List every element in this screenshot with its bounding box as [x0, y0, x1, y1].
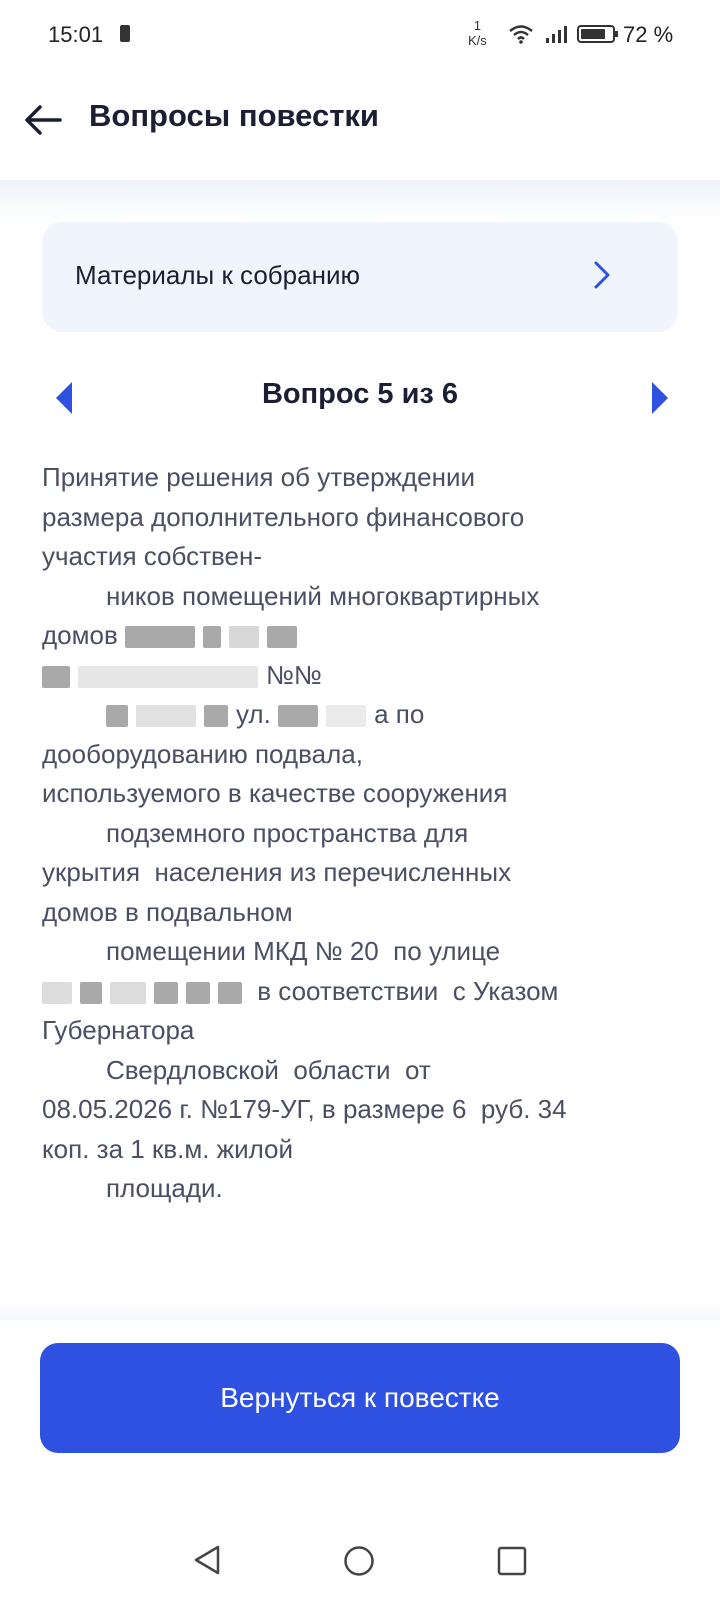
app-header: [0, 70, 720, 180]
redaction-block: [218, 982, 242, 1004]
question-line: подземного пространства для: [106, 817, 469, 848]
redaction-block: [80, 982, 102, 1004]
question-navigation: [0, 370, 720, 430]
question-line: участия собствен-: [42, 541, 262, 571]
redaction-block: [42, 982, 72, 1004]
redaction-block: [326, 705, 366, 727]
return-to-agenda-button[interactable]: Вернуться к повестке: [40, 1343, 680, 1453]
next-question-icon[interactable]: [648, 380, 672, 416]
wifi-icon: [508, 24, 534, 44]
question-line-redacted: [42, 616, 682, 656]
question-line: домов в подвальном: [42, 896, 293, 927]
redaction-block: [106, 705, 128, 727]
nav-recent-apps-icon[interactable]: [497, 1546, 527, 1576]
redaction-block: [42, 666, 70, 688]
question-line-redacted: [42, 695, 682, 735]
network-speed: [468, 18, 487, 48]
redaction-block: [110, 982, 146, 1004]
system-nav-bar: [0, 1520, 720, 1599]
question-line: Принятие решения об утверждении: [42, 462, 475, 492]
redaction-block: [125, 626, 195, 648]
chevron-right-icon: [593, 260, 611, 290]
footer-divider: [0, 1300, 720, 1320]
battery-percent: 72 %: [623, 22, 674, 47]
signal-icon: [545, 24, 569, 44]
back-arrow-icon[interactable]: [22, 100, 64, 140]
question-text: [42, 458, 682, 1209]
materials-card[interactable]: [42, 222, 678, 332]
redaction-block: [154, 982, 178, 1004]
nav-home-icon[interactable]: [343, 1545, 375, 1577]
redaction-block: [186, 982, 210, 1004]
question-line-redacted: [42, 656, 682, 696]
question-line: площади.: [106, 1173, 223, 1203]
redaction-block: [78, 666, 258, 688]
redaction-block: [278, 705, 318, 727]
question-line-text: ул.: [236, 699, 271, 729]
question-line-text: домов: [42, 620, 118, 650]
redaction-block: [203, 626, 221, 648]
redaction-block: [204, 705, 228, 727]
page-title: Вопросы повестки: [89, 98, 379, 133]
question-line: дооборудованию подвала,: [42, 738, 363, 769]
question-line: помещении МКД № 20 по улице: [106, 936, 501, 966]
status-bar: [0, 0, 720, 70]
header-shadow: [0, 180, 720, 220]
question-line-text: в соответствии с Указом: [257, 975, 559, 1006]
question-line: коп. за 1 кв.м. жилой: [42, 1133, 294, 1164]
nav-back-icon[interactable]: [192, 1544, 222, 1576]
question-line: 08.05.2026 г. №179-УГ, в размере 6 руб. 34: [42, 1094, 567, 1124]
question-line-text: №№: [266, 659, 322, 690]
redaction-block: [229, 626, 259, 648]
question-counter: Вопрос 5 из 6: [261, 378, 459, 410]
question-line: ников помещений многоквартирных: [106, 580, 540, 611]
question-line: Свердловской области от: [106, 1054, 431, 1085]
battery-saver-icon: [120, 25, 130, 42]
status-time: 15:01: [48, 22, 104, 47]
question-line: укрытия населения из перечисленных: [42, 857, 512, 887]
redaction-block: [267, 626, 297, 648]
network-speed-unit: K/s: [468, 33, 487, 48]
question-line-redacted: [42, 972, 682, 1012]
battery-icon: [577, 24, 619, 44]
materials-label: Материалы к собранию: [75, 260, 360, 290]
question-line: Губернатора: [42, 1015, 195, 1045]
question-line: используемого в качестве сооружения: [42, 778, 508, 808]
redaction-block: [136, 705, 196, 727]
question-line-text: а по: [374, 699, 425, 729]
question-line: размера дополнительного финансового: [42, 501, 525, 532]
network-speed-value: 1: [473, 18, 482, 33]
